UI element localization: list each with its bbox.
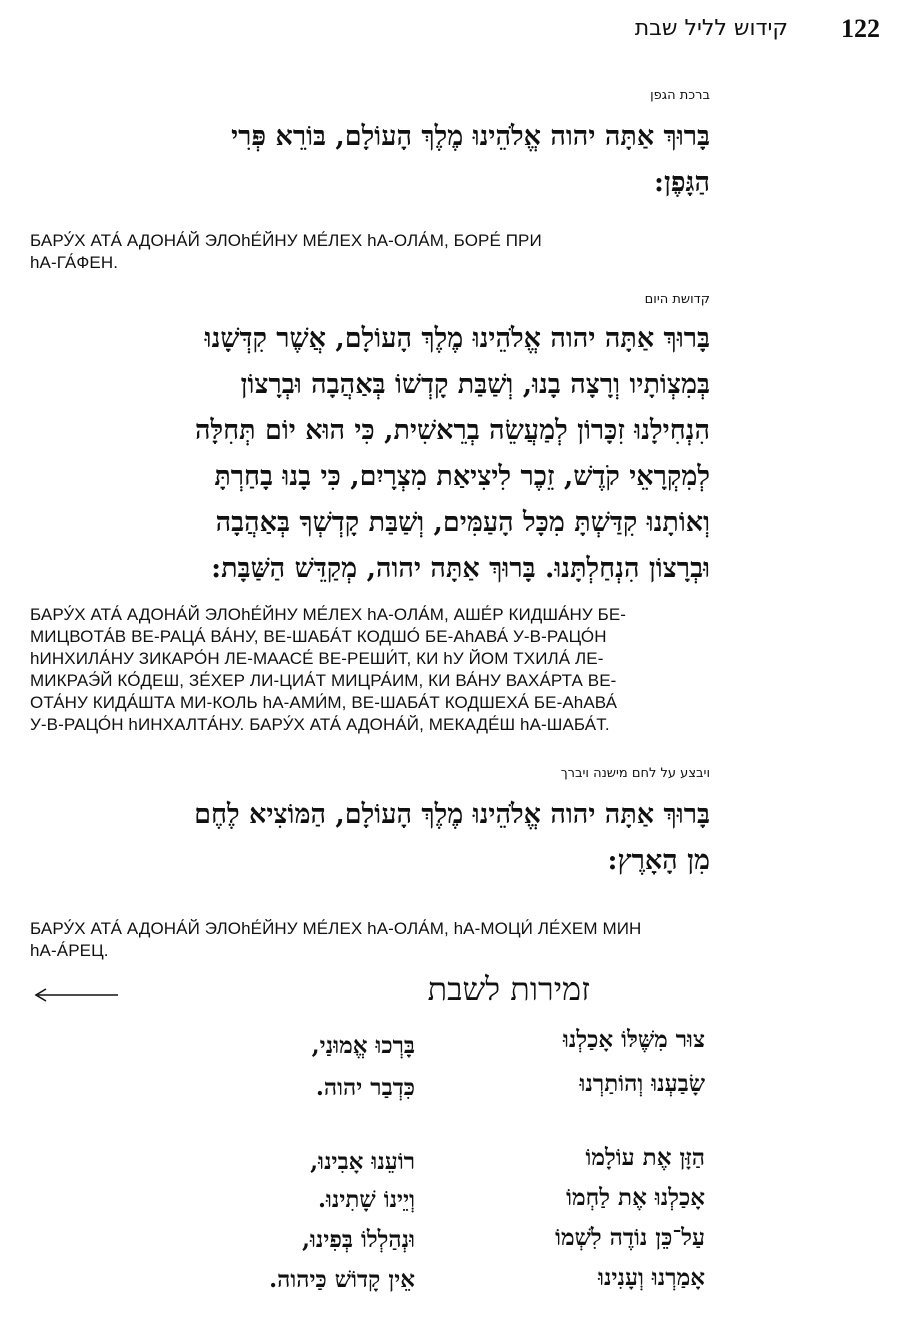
- section-label-wine: ברכת הגפן: [650, 88, 710, 103]
- russian-line: БАРУ́Х АТА́ АДОНА́Й ЭЛОhЕ́ЙНУ МЕ́ЛЕХ hА-ОЛА́М, hА-МОЦИ́ ЛЕ́ХЕМ МИН: [30, 919, 642, 938]
- russian-line: hА-ГА́ФЕН.: [30, 253, 119, 272]
- song-verse-right: אָמַרְנוּ וְעָנִינוּ: [598, 1264, 705, 1291]
- russian-transliteration-kedushat-hayom: [30, 604, 720, 736]
- running-header: קידוש לליל שבת: [634, 16, 788, 41]
- song-verse-right: צוּר מִשֶּׁלּוֹ אָכַלְנוּ: [563, 1026, 705, 1053]
- russian-transliteration-bread: [30, 918, 720, 962]
- russian-transliteration-wine: [30, 230, 720, 274]
- hebrew-line: בְּמִצְוֹתָיו וְרָצָה בָנוּ, וְשַׁבַּת קָדְשׁוֹ בְּאַהֲבָה וּבְרָצוֹן: [240, 369, 710, 400]
- hebrew-line: הַגָּפֶן:: [654, 167, 710, 198]
- section-label-bread: ויבצע על לחם מישנה ויברך: [560, 766, 710, 781]
- russian-line: hИНХИЛА́НУ ЗИКАРО́Н ЛЕ-МААСЕ́ ВЕ-РЕШИ́Т, КИ hУ ЙОМ ТХИЛА́ ЛЕ-: [30, 649, 604, 668]
- section-label-kedushat-hayom: קדושת היום: [644, 292, 710, 307]
- song-verse-right: שָׂבַעְנוּ וְהוֹתַרְנוּ: [579, 1070, 705, 1097]
- page-number: 122: [841, 14, 880, 43]
- russian-line: У-В-РАЦО́Н hИНХАЛТА́НУ. БАРУ́Х АТА́ АДОНА́Й, МЕКАДЕ́Ш hА-ШАБА́Т.: [30, 715, 610, 734]
- hebrew-blessing-wine: [30, 114, 710, 206]
- left-arrow-icon: [34, 988, 118, 1002]
- song-verse-left: וּנְהַלְלוֹ בְּפִינוּ,: [301, 1226, 415, 1253]
- hebrew-line: בָּרוּךְ אַתָּה יהוה אֱלֹהֵינוּ מֶלֶךְ הָעוֹלָם, הַמּוֹצִיא לֶחֶם: [194, 799, 710, 830]
- russian-line: МИКРАЭ́Й КО́ДЕШ, ЗЕ́ХЕР ЛИ-ЦИА́Т МИЦРА́ИМ, КИ ВА́НУ ВАХА́РТА ВЕ-: [30, 671, 617, 690]
- hebrew-line: וּבְרָצוֹן הִנְחַלְתָּנוּ. בָּרוּךְ אַתָּה יהוה, מְקַדֵּשׁ הַשַּׁבָּת:: [211, 553, 710, 584]
- zemirot-title: זמירות לשבת: [427, 970, 590, 1008]
- hebrew-line: מִן הָאָרֶץ:: [607, 845, 710, 876]
- song-verse-left: רוֹעֵנוּ אָבִינוּ,: [310, 1148, 415, 1175]
- hebrew-line: בָּרוּךְ אַתָּה יהוה אֱלֹהֵינוּ מֶלֶךְ הָעוֹלָם, אֲשֶׁר קִדְּשָׁנוּ: [204, 323, 710, 354]
- song-verse-right: אָכַלְנוּ אֶת לַחְמוֹ: [566, 1184, 705, 1211]
- song-verse-left: כִּדְבַר יהוה.: [315, 1074, 415, 1101]
- song-verse-right: עַל־כֵּן נוֹדֶה לִשְׁמוֹ: [555, 1224, 705, 1251]
- hebrew-line: וְאוֹתָנוּ קִדַּשְׁתָּ מִכָּל הָעַמִּים, וְשַׁבַּת קָדְשְׁךָ בְּאַהֲבָה: [215, 507, 710, 538]
- hebrew-line: הִנְחִילָנוּ זִכָּרוֹן לְמַעֲשֵׂה בְרֵאשִׁית, כִּי הוּא יוֹם תְּחִלָּה: [195, 415, 710, 446]
- russian-line: hА-А́РЕЦ.: [30, 941, 109, 960]
- song-verse-right: הַזָּן אֶת עוֹלָמוֹ: [585, 1144, 705, 1171]
- hebrew-line: בָּרוּךְ אַתָּה יהוה אֱלֹהֵינוּ מֶלֶךְ הָעוֹלָם, בּוֹרֵא פְּרִי: [231, 121, 710, 152]
- song-verse-left: בָּרְכוּ אֱמוּנַי,: [311, 1032, 415, 1059]
- russian-line: МИЦВОТА́В ВЕ-РАЦА́ ВА́НУ, ВЕ-ШАБА́Т КОДШО́ БЕ-АhАВА́ У-В-РАЦО́Н: [30, 627, 607, 646]
- russian-line: ОТА́НУ КИДА́ШТА МИ-КОЛЬ hА-АМИ́М, ВЕ-ШАБА́Т КОДШЕХА́ БЕ-АhАВА́: [30, 693, 618, 712]
- song-verse-left: וְיֵינוֹ שָׁתִינוּ.: [317, 1186, 415, 1213]
- hebrew-line: לְמִקְרָאֵי קֹדֶשׁ, זֵכֶר לִיצִיאַת מִצְרָיִם, כִּי בָנוּ בָחַרְתָּ: [214, 461, 710, 492]
- song-verse-left: אֵין קָדוֹשׁ כַּיהוה.: [269, 1266, 415, 1293]
- russian-line: БАРУ́Х АТА́ АДОНА́Й ЭЛОhЕ́ЙНУ МЕ́ЛЕХ hА-ОЛА́М, БОРЕ́ ПРИ: [30, 231, 542, 250]
- hebrew-blessing-bread: [30, 792, 710, 884]
- hebrew-blessing-kedushat-hayom: [30, 316, 710, 592]
- russian-line: БАРУ́Х АТА́ АДОНА́Й ЭЛОhЕ́ЙНУ МЕ́ЛЕХ hА-ОЛА́М, АШЕ́Р КИДША́НУ БЕ-: [30, 605, 627, 624]
